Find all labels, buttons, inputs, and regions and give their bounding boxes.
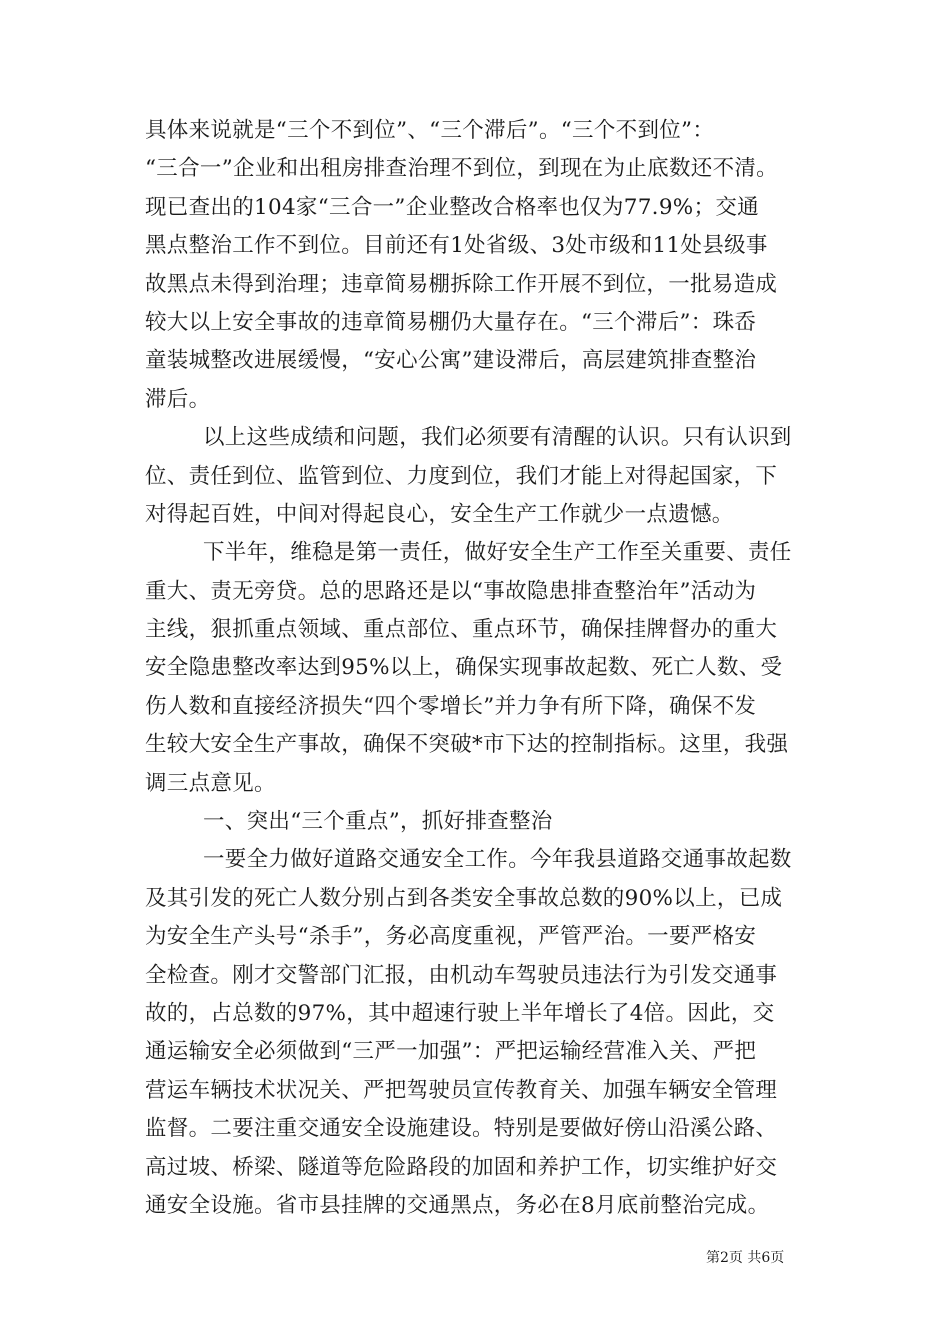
text-line: “三合一”企业和出租房排查治理不到位，到现在为止底数还不清。 [145, 156, 778, 182]
text-line: 及其引发的死亡人数分别占到各类安全事故总数的90%以上，已成 [145, 885, 783, 911]
text-line: 较大以上安全事故的违章简易棚仍大量存在。“三个滞后”：珠岙 [145, 309, 757, 335]
text-line: 故的，占总数的97%，其中超速行驶上半年增长了4倍。因此，交 [145, 1000, 775, 1026]
document-body [145, 112, 835, 1225]
paragraph-first-line: 一要全力做好道路交通安全工作。今年我县道路交通事故起数 [203, 847, 792, 873]
text-line: 高过坡、桥梁、隧道等危险路段的加固和养护工作，切实维护好交 [145, 1154, 778, 1180]
text-line: 通安全设施。省市县挂牌的交通黑点，务必在8月底前整治完成。 [145, 1192, 770, 1218]
text-line: 调三点意见。 [145, 770, 276, 796]
text-line: 伤人数和直接经济损失“四个零增长”并力争有所下降，确保不发 [145, 693, 757, 719]
text-line: 通运输安全必须做到“三严一加强”：严把运输经营准入关、严把 [145, 1039, 757, 1065]
text-line: 童装城整改进展缓慢，“安心公寓”建设滞后，高层建筑排查整治 [145, 348, 757, 374]
text-line: 为安全生产头号“杀手”，务必高度重视，严管严治。一要严格安 [145, 924, 757, 950]
paragraph-first-line: 以上这些成绩和问题，我们必须要有清醒的认识。只有认识到 [203, 425, 792, 451]
text-line: 生较大安全生产事故，确保不突破*市下达的控制指标。这里，我强 [145, 732, 789, 758]
text-line: 全检查。刚才交警部门汇报，由机动车驾驶员违法行为引发交通事 [145, 962, 778, 988]
text-line: 黑点整治工作不到位。目前还有1处省级、3处市级和11处县级事 [145, 233, 768, 259]
text-line: 滞后。 [145, 386, 211, 412]
text-line: 主线，狠抓重点领域、重点部位、重点环节，确保挂牌督办的重大 [145, 617, 778, 643]
section-heading: 一、突出“三个重点”，抓好排查整治 [203, 809, 553, 835]
text-line: 对得起百姓，中间对得起良心，安全生产工作就少一点遗憾。 [145, 501, 734, 527]
text-line: 位、责任到位、监管到位、力度到位，我们才能上对得起国家，下 [145, 463, 778, 489]
text-line: 安全隐患整改率达到95%以上，确保实现事故起数、死亡人数、受 [145, 655, 783, 681]
text-line: 具体来说就是“三个不到位”、“三个滞后”。“三个不到位”： [145, 118, 715, 143]
page-number: 第2页 共6页 [706, 1250, 785, 1266]
text-line: 营运车辆技术状况关、严把驾驶员宣传教育关、加强车辆安全管理 [145, 1077, 778, 1103]
text-line: 现已查出的104家“三合一”企业整改合格率也仅为77.9%；交通 [145, 194, 759, 220]
text-line: 监督。二要注重交通安全设施建设。特别是要做好傍山沿溪公路、 [145, 1116, 778, 1142]
paragraph-first-line: 下半年，维稳是第一责任，做好安全生产工作至关重要、责任 [203, 540, 792, 566]
text-line: 故黑点未得到治理；违章简易棚拆除工作开展不到位，一批易造成 [145, 271, 778, 297]
text-line: 重大、责无旁贷。总的思路还是以“事故隐患排查整治年”活动为 [145, 578, 757, 604]
